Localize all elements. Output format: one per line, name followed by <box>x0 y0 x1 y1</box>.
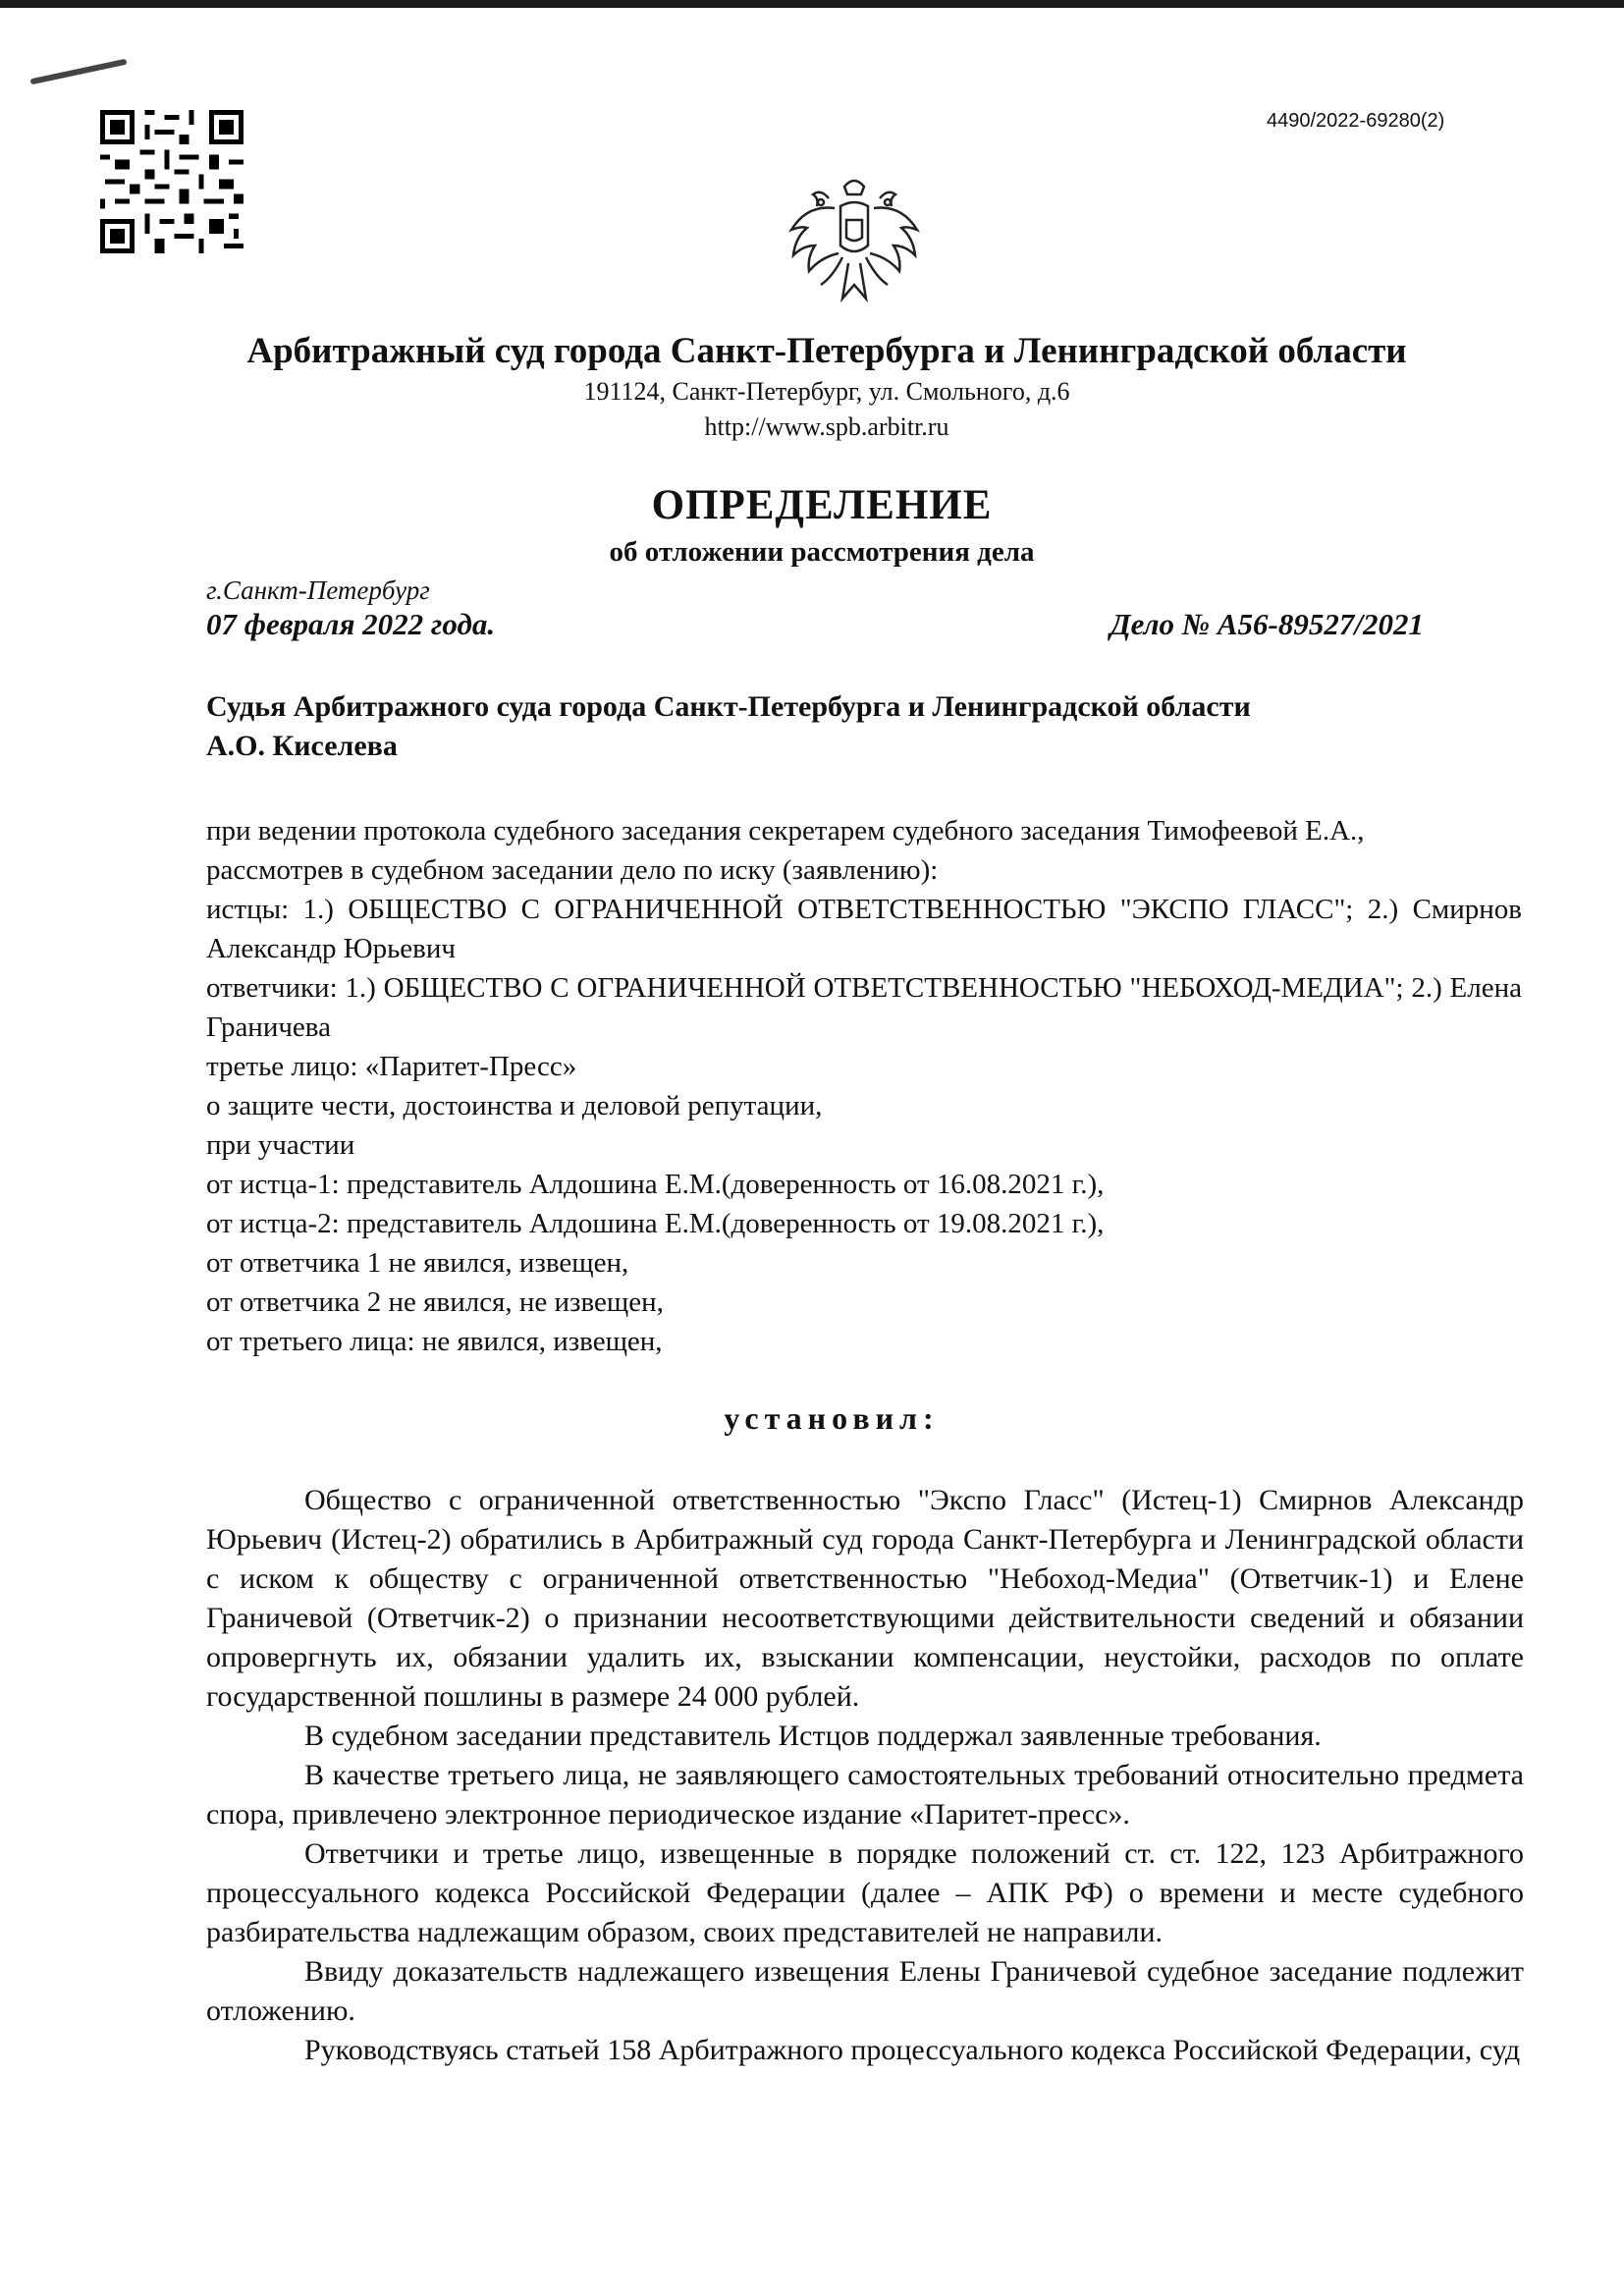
proceedings-line: от третьего лица: не явился, извещен, <box>206 1326 663 1357</box>
proceedings-line: рассмотрев в судебном заседании дело по иску (заявлению): <box>206 854 939 886</box>
paragraph: В качестве третьего лица, не заявляющего самостоятельных требований относительно предмета спора, привлечено электронное периодическое издание «Паритет-пресс». <box>206 1759 1524 1831</box>
judge-name: А.О. Киселева <box>206 730 398 762</box>
scan-edge <box>0 0 1624 8</box>
judge-line: Судья Арбитражного суда города Санкт-Петербурга и Ленинградской области <box>206 690 1251 723</box>
court-website: http://www.spb.arbitr.ru <box>704 412 949 441</box>
proceedings-line: о защите чести, достоинства и деловой репутации, <box>206 1090 823 1121</box>
qr-code-icon <box>100 110 244 253</box>
case-reference: 4490/2022-69280(2) <box>1267 110 1445 132</box>
case-number: Дело № А56-89527/2021 <box>1110 607 1424 641</box>
paragraph: Ввиду доказательств надлежащего извещения Елены Граничевой судебное заседание подлежит отложению. <box>206 1955 1524 2027</box>
proceedings-line: от истца-1: представитель Алдошина Е.М.(доверенность от 16.08.2021 г.), <box>206 1169 1105 1200</box>
court-name: Арбитражный суд города Санкт-Петербурга и Ленинградской области <box>246 331 1407 371</box>
proceedings-line: истцы: 1.) ОБЩЕСТВО С ОГРАНИЧЕННОЙ ОТВЕТСТВЕННОСТЬЮ "ЭКСПО ГЛАСС"; 2.) Смирнов Александр Юрьевич <box>206 894 1522 964</box>
court-address: 191124, Санкт-Петербург, ул. Смольного, д.6 <box>583 377 1070 406</box>
pen-mark <box>29 59 127 85</box>
city: г.Санкт-Петербург <box>206 575 430 605</box>
proceedings-line: от ответчика 1 не явился, извещен, <box>206 1247 629 1279</box>
proceedings-line: при участии <box>206 1129 355 1161</box>
established-heading: установил: <box>724 1400 940 1436</box>
paragraph: Общество с ограниченной ответственностью "Экспо Гласс" (Истец-1) Смирнов Александр Юрьевич (Истец-2) обратились в Арбитражный суд города Санкт-Петербурга и Ленинградской области с иском к обществу с ограниченной ответственностью "Небоход-Медиа" (Ответчик-1) и Елене Граничевой (Ответчик-2) о признании несоответствующими действительности сведений и обязании опровергнуть их, обязании удалить их, взыскании компенсации, неустойки, расходов по оплате государственной пошлины в размере 24 000 рублей. <box>206 1484 1524 1713</box>
document-subtitle: об отложении рассмотрения дела <box>609 536 1035 568</box>
proceedings-line: от истца-2: представитель Алдошина Е.М.(доверенность от 19.08.2021 г.), <box>206 1208 1105 1239</box>
paragraph: Ответчики и третье лицо, извещенные в порядке положений ст. ст. 122, 123 Арбитражного процессуального кодекса Российской Федерации (далее – АПК РФ) о времени и месте судебного разбирательства надлежащим образом, своих представителей не направили. <box>206 1837 1524 1948</box>
proceedings-line: от ответчика 2 не явился, не извещен, <box>206 1286 664 1318</box>
paragraphs-block <box>206 1481 1524 2070</box>
document-title: ОПРЕДЕЛЕНИЕ <box>651 482 993 528</box>
paragraph: В судебном заседании представитель Истцов поддержал заявленные требования. <box>304 1720 1322 1752</box>
decision-date: 07 февраля 2022 года. <box>206 607 496 641</box>
proceedings-line: при ведении протокола судебного заседания секретарем судебного заседания Тимофеевой Е.А., <box>206 815 1365 847</box>
proceedings-line: третье лицо: «Паритет-Пресс» <box>206 1051 577 1082</box>
double-headed-eagle-emblem-icon <box>785 169 923 316</box>
judge-block <box>206 687 1424 766</box>
proceedings-block <box>206 811 1522 1361</box>
proceedings-line: ответчики: 1.) ОБЩЕСТВО С ОГРАНИЧЕННОЙ ОТВЕТСТВЕННОСТЬЮ "НЕБОХОД-МЕДИА"; 2.) Елена Граничева <box>206 972 1522 1043</box>
paragraph: Руководствуясь статьей 158 Арбитражного процессуального кодекса Российской Федерации, суд <box>304 2034 1521 2066</box>
